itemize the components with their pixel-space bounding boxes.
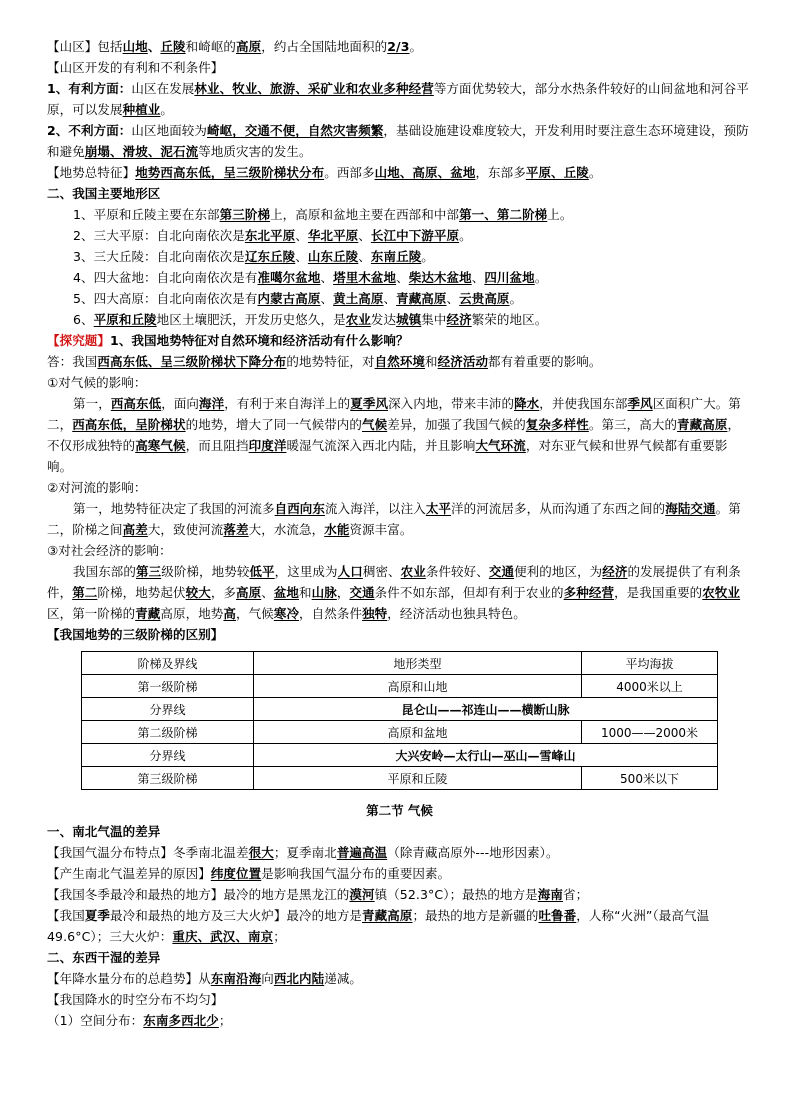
table-cell: 1000——2000米 <box>582 721 718 744</box>
table-row <box>82 767 718 790</box>
terrain-feature-line: 【地势总特征】地势西高东低，呈三级阶梯状分布。西部多山地、高原、盆地，东部多平原、丘陵。 <box>47 165 602 180</box>
landform-item-1: 1、平原和丘陵主要在东部第三阶梯上，高原和盆地主要在西部和中部第一、第二阶梯上。 <box>73 207 573 222</box>
landform-item-3: 3、三大丘陵：自北向南依次是辽东丘陵、山东丘陵、东南丘陵。 <box>73 249 434 264</box>
mountain-area-line: 【山区】包括山地、丘陵和崎岖的高原，约占全国陆地面积的2/3。 <box>47 39 423 54</box>
section-title-climate: 第二节 气候 <box>366 803 433 818</box>
economy-impact-heading: ③对社会经济的影响： <box>47 543 172 558</box>
section-heading-landforms: 二、我国主要地形区 <box>47 186 161 201</box>
temp-feature-line: 【我国气温分布特点】冬季南北温差很大；夏季南北普遍高温（除青藏高原外---地形因素）。 <box>47 845 559 860</box>
table-row <box>82 721 718 744</box>
subsection-temperature: 一、南北气温的差异 <box>47 824 161 839</box>
table-cell: 平均海拔 <box>582 652 718 675</box>
river-impact-heading: ②对河流的影响： <box>47 480 147 495</box>
table-cell: 平原和丘陵 <box>254 767 582 790</box>
table-cell: 分界线 <box>82 744 254 767</box>
table-row <box>82 675 718 698</box>
temp-cause-line: 【产生南北气温差异的原因】纬度位置是影响我国气温分布的重要因素。 <box>47 866 451 881</box>
table-cell: 高原和盆地 <box>254 721 582 744</box>
table-cell: 第二级阶梯 <box>82 721 254 744</box>
table-row <box>82 744 718 767</box>
economy-impact-paragraph: 我国东部的第三级阶梯，地势较低平，这里成为人口稠密、农业条件较好、交通便利的地区，为经济的发展提供了有利条件，第二阶梯，地势起伏较大，多高原、盆地和山脉，交通条件不如东部，但却有利于农业的多种经营，是我国重要的农牧业区，第一阶梯的青藏高原，地势高，气候寒冷，自然条件独特，经济活动也独具特色。 <box>47 564 741 621</box>
table-cell: 地形类型 <box>254 652 582 675</box>
advantage-paragraph: 1、有利方面：山区在发展林业、牧业、旅游、采矿业和农业多种经营等方面优势较大，部分水热条件较好的山间盆地和河谷平原，可以发展种植业。 <box>47 81 749 117</box>
river-impact-paragraph: 第一，地势特征决定了我国的河流多自西向东流入海洋，以注入太平洋的河流居多，从而沟通了东西之间的海陆交通。第二，阶梯之间高差大，致使河流落差大，水流急，水能资源丰富。 <box>47 501 741 537</box>
landform-item-6: 6、平原和丘陵地区土壤肥沃，开发历史悠久，是农业发达城镇集中经济繁荣的地区。 <box>73 312 548 327</box>
landform-item-2: 2、三大平原：自北向南依次是东北平原、华北平原、长江中下游平原。 <box>73 228 472 243</box>
conditions-heading: 【山区开发的有利和不利条件】 <box>47 60 224 75</box>
table-cell: 4000米以上 <box>582 675 718 698</box>
climate-impact-paragraph: 第一，西高东低，面向海洋，有利于来自海洋上的夏季风深入内地，带来丰沛的降水，并使我国东部季风区面积广大。第二，西高东低，呈阶梯状的地势，增大了同一气候带内的气候差异，加强了我国气候的复杂多样性。第三，高大的青藏高原，不仅形成独特的高寒气候，而且阻挡印度洋暖湿气流深入西北内陆，并且影响大气环流，对东亚气候和世界气候都有重要影响。 <box>47 396 741 474</box>
table-cell: 第一级阶梯 <box>82 675 254 698</box>
terrain-table-title: 【我国地势的三级阶梯的区别】 <box>47 627 224 642</box>
spatial-distribution-line: （1）空间分布：东南多西北少； <box>47 1013 232 1028</box>
table-header-row <box>82 652 718 675</box>
table-cell: 分界线 <box>82 698 254 721</box>
table-cell: 阶梯及界线 <box>82 652 254 675</box>
disadvantage-paragraph: 2、不利方面：山区地面较为崎岖，交通不便，自然灾害频繁，基础设施建设难度较大，开发利用时要注意生态环境建设，预防和避免崩塌、滑坡、泥石流等地质灾害的发生。 <box>47 123 749 159</box>
document-page <box>47 36 752 1031</box>
winter-extremes-line: 【我国冬季最冷和最热的地方】最冷的地方是黑龙江的漠河镇（52.3°C）；最热的地方是海南省； <box>47 887 589 902</box>
table-cell: 500米以下 <box>582 767 718 790</box>
precip-trend-line: 【年降水量分布的总趋势】从东南沿海向西北内陆递减。 <box>47 971 363 986</box>
climate-impact-heading: ①对气候的影响： <box>47 375 147 390</box>
summer-extremes-paragraph: 【我国夏季最冷和最热的地方及三大火炉】最冷的地方是青藏高原；最热的地方是新疆的吐鲁番，人称“火洲”（最高气温49.6°C）；三大火炉：重庆、武汉、南京； <box>47 908 710 944</box>
terrain-levels-table <box>81 651 718 790</box>
precip-uneven-line: 【我国降水的时空分布不均匀】 <box>47 992 224 1007</box>
subsection-humidity: 二、东西干湿的差异 <box>47 950 161 965</box>
inquiry-question: 【探究题】1、我国地势特征对自然环境和经济活动有什么影响？ <box>47 333 409 348</box>
table-cell: 第三级阶梯 <box>82 767 254 790</box>
landform-item-5: 5、四大高原：自北向南依次是有内蒙古高原、黄土高原、青藏高原、云贵高原。 <box>73 291 523 306</box>
boundary-cell: 昆仑山——祁连山——横断山脉 <box>254 698 718 721</box>
landform-item-4: 4、四大盆地：自北向南依次是有准噶尔盆地、塔里木盆地、柴达木盆地、四川盆地。 <box>73 270 548 285</box>
table-row <box>82 698 718 721</box>
boundary-cell: 大兴安岭—太行山—巫山—雪峰山 <box>254 744 718 767</box>
inquiry-answer: 答：我国西高东低、呈三级阶梯状下降分布的地势特征，对自然环境和经济活动都有着重要的影响。 <box>47 354 602 369</box>
table-cell: 高原和山地 <box>254 675 582 698</box>
